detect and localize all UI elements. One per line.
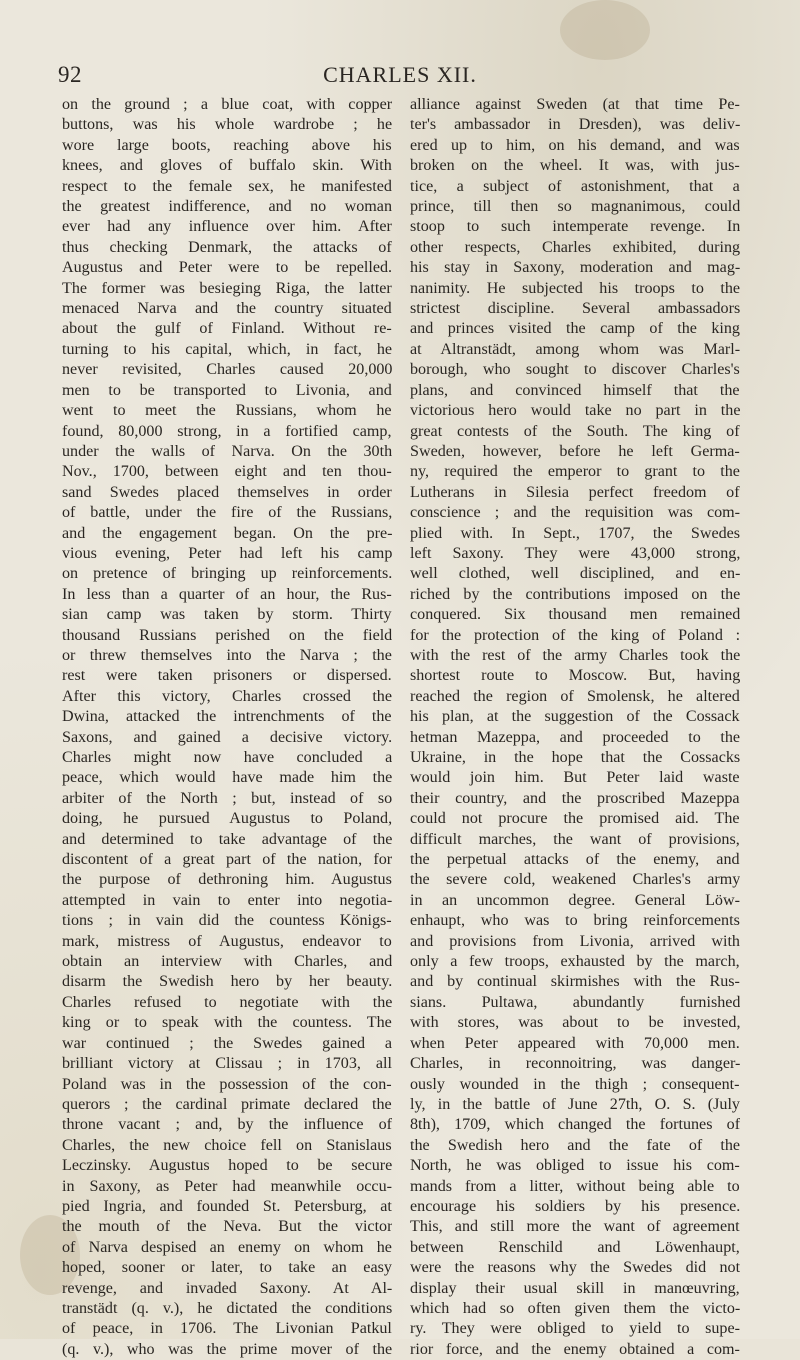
text-line: rest were taken prisoners or dispersed. (62, 667, 392, 685)
text-line: for the protection of the king of Poland : (410, 626, 740, 644)
text-line: would join him. But Peter laid waste (410, 769, 740, 787)
text-line: and by continual skirmishes with the Rus- (410, 973, 740, 991)
text-line: discontent of a great part of the nation, for (62, 851, 392, 869)
text-line: pied Ingria, and founded St. Petersburg, at (62, 1197, 392, 1215)
text-line: ered up to him, on his demand, and was (410, 136, 740, 154)
text-line: mands from a litter, without being able to (410, 1177, 740, 1195)
text-line: between Renschild and Löwenhaupt, (410, 1238, 740, 1256)
text-line: menaced Narva and the country situated (62, 300, 392, 318)
text-line: were the reasons why the Swedes did not (410, 1259, 740, 1277)
text-line: sians. Pultawa, abundantly furnished (410, 993, 740, 1011)
text-line: display their usual skill in manœuvring, (410, 1279, 740, 1297)
text-line: under the walls of Narva. On the 30th (62, 442, 392, 460)
text-line: The former was besieging Riga, the latter (62, 279, 392, 297)
text-line: the perpetual attacks of the enemy, and (410, 851, 740, 869)
text-line: obtain an interview with Charles, and (62, 953, 392, 971)
text-line: tions ; in vain did the countess Königs- (62, 912, 392, 930)
text-line: strictest discipline. Several ambassadors (410, 300, 740, 318)
text-line: Lutherans in Silesia perfect freedom of (410, 483, 740, 501)
text-line: querors ; the cardinal primate declared the (62, 1095, 392, 1113)
text-line: alliance against Sweden (at that time Pe- (410, 96, 740, 113)
text-line: thousand Russians perished on the field (62, 626, 392, 644)
text-line: could not procure the promised aid. The (410, 810, 740, 828)
text-line: his stay in Saxony, moderation and mag- (410, 259, 740, 277)
text-line: in an uncommon degree. General Löw- (410, 891, 740, 909)
text-line: reached the region of Smolensk, he altered (410, 687, 740, 705)
text-line: vious evening, Peter had left his camp (62, 544, 392, 562)
text-line: of Narva despised an enemy on whom he (62, 1238, 392, 1256)
text-line: Dwina, attacked the intrenchments of the (62, 708, 392, 726)
text-line: arbiter of the North ; but, instead of so (62, 789, 392, 807)
text-line: hoped, sooner or later, to take an easy (62, 1259, 392, 1277)
text-line: the severe cold, weakened Charles's army (410, 871, 740, 889)
text-line: broken on the wheel. It was, with jus- (410, 157, 740, 175)
text-line: found, 80,000 strong, in a fortified camp, (62, 422, 392, 440)
text-line: Saxons, and gained a decisive victory. (62, 728, 392, 746)
text-line: the mouth of the Neva. But the victor (62, 1218, 392, 1236)
text-line: with stores, was about to be invested, (410, 1014, 740, 1032)
text-line: ever had any influence over him. After (62, 218, 392, 236)
text-line: North, he was obliged to issue his com- (410, 1157, 740, 1175)
text-line: ously wounded in the thigh ; consequent- (410, 1075, 740, 1093)
text-line: wore large boots, reaching above his (62, 136, 392, 154)
text-line: never revisited, Charles caused 20,000 (62, 361, 392, 379)
text-line: of battle, under the fire of the Russians, (62, 504, 392, 522)
text-line: ly, in the battle of June 27th, O. S. (July (410, 1095, 740, 1113)
text-line: or threw themselves into the Narva ; the (62, 646, 392, 664)
text-line: plied with. In Sept., 1707, the Swedes (410, 524, 740, 542)
text-line: well clothed, well disciplined, and en- (410, 565, 740, 583)
text-line: ter's ambassador in Dresden), was deliv- (410, 116, 740, 134)
text-line: Sweden, however, before he left Germa- (410, 442, 740, 460)
text-line: their country, and the proscribed Mazeppa (410, 789, 740, 807)
text-line: his plan, at the suggestion of the Cossack (410, 708, 740, 726)
text-line: Charles, in reconnoitring, was danger- (410, 1055, 740, 1073)
text-line: mark, mistress of Augustus, endeavor to (62, 932, 392, 950)
text-line: war continued ; the Swedes gained a (62, 1034, 392, 1052)
text-line: attempted in vain to enter into negotia- (62, 891, 392, 909)
text-line: knees, and gloves of buffalo skin. With (62, 157, 392, 175)
text-line: enhaupt, who was to bring reinforcements (410, 912, 740, 930)
text-line: with the rest of the army Charles took the (410, 646, 740, 664)
text-line: brilliant victory at Clissau ; in 1703, all (62, 1055, 392, 1073)
text-line: doing, he pursued Augustus to Poland, (62, 810, 392, 828)
text-line: riched by the contributions imposed on the (410, 585, 740, 603)
text-line: great contests of the South. The king of (410, 422, 740, 440)
text-line: conscience ; and the requisition was com- (410, 504, 740, 522)
text-line: throne vacant ; and, by the influence of (62, 1116, 392, 1134)
text-line: men to be transported to Livonia, and (62, 381, 392, 399)
text-line: Augustus and Peter were to be repelled. (62, 259, 392, 277)
text-line: the Swedish hero and the fate of the (410, 1136, 740, 1154)
text-line: thus checking Denmark, the attacks of (62, 238, 392, 256)
text-line: at Altranstädt, among whom was Marl- (410, 340, 740, 358)
page-stain (560, 0, 650, 60)
text-line: which had so often given them the victo- (410, 1299, 740, 1317)
text-line: encourage his soldiers by his presence. (410, 1197, 740, 1215)
text-line: tice, a subject of astonishment, that a (410, 177, 740, 195)
text-line: on pretence of bringing up reinforcements. (62, 565, 392, 583)
text-line: conquered. Six thousand men remained (410, 606, 740, 624)
text-line: stoop to such intemperate revenge. In (410, 218, 740, 236)
text-line: peace, which would have made him the (62, 769, 392, 787)
text-line: king or to speak with the countess. The (62, 1014, 392, 1032)
text-line: and determined to take advantage of the (62, 830, 392, 848)
text-line: rior force, and the enemy obtained a com- (410, 1340, 740, 1358)
text-line: 8th), 1709, which changed the fortunes of (410, 1116, 740, 1134)
text-line: Charles, the new choice fell on Stanislaus (62, 1136, 392, 1154)
text-line: plans, and convinced himself that the (410, 381, 740, 399)
text-line: on the ground ; a blue coat, with copper (62, 96, 392, 113)
text-line: buttons, was his whole wardrobe ; he (62, 116, 392, 134)
text-line: went to meet the Russians, whom he (62, 402, 392, 420)
text-line: ry. They were obliged to yield to supe- (410, 1320, 740, 1338)
left-text-column (62, 95, 392, 1360)
text-line: (q. v.), who was the prime mover of the (62, 1340, 392, 1358)
text-line: the greatest indifference, and no woman (62, 198, 392, 216)
text-line: ny, required the emperor to grant to the (410, 463, 740, 481)
text-line: This, and still more the want of agreement (410, 1218, 740, 1236)
text-line: Leczinsky. Augustus hoped to be secure (62, 1157, 392, 1175)
text-line: Poland was in the possession of the con- (62, 1075, 392, 1093)
text-line: turning to his capital, which, in fact, he (62, 340, 392, 358)
text-line: nanimity. He subjected his troops to the (410, 279, 740, 297)
text-line: transtädt (q. v.), he dictated the conditions (62, 1299, 392, 1317)
text-line: Ukraine, in the hope that the Cossacks (410, 749, 740, 766)
text-line: borough, who sought to discover Charles's (410, 361, 740, 379)
text-line: After this victory, Charles crossed the (62, 687, 392, 705)
page-number: 92 (58, 62, 82, 87)
text-line: Nov., 1700, between eight and ten thou- (62, 463, 392, 481)
text-line: revenge, and invaded Saxony. At Al- (62, 1279, 392, 1297)
text-line: left Saxony. They were 43,000 strong, (410, 544, 740, 562)
text-line: shortest route to Moscow. But, having (410, 667, 740, 685)
text-line: the purpose of dethroning him. Augustus (62, 871, 392, 889)
text-line: disarm the Swedish hero by her beauty. (62, 973, 392, 991)
text-line: other respects, Charles exhibited, during (410, 238, 740, 256)
right-text-column (410, 95, 740, 1360)
text-line: of peace, in 1706. The Livonian Patkul (62, 1320, 392, 1338)
text-line: sand Swedes placed themselves in order (62, 483, 392, 501)
text-line: about the gulf of Finland. Without re- (62, 320, 392, 338)
text-line: only a few troops, exhausted by the march, (410, 953, 740, 971)
text-line: difficult marches, the want of provisions, (410, 830, 740, 848)
page-header (0, 62, 800, 92)
text-line: and the engagement began. On the pre- (62, 524, 392, 542)
text-line: in Saxony, as Peter had meanwhile occu- (62, 1177, 392, 1195)
text-line: hetman Mazeppa, and proceeded to the (410, 728, 740, 746)
text-line: when Peter appeared with 70,000 men. (410, 1034, 740, 1052)
text-line: sian camp was taken by storm. Thirty (62, 606, 392, 624)
text-line: and provisions from Livonia, arrived with (410, 932, 740, 950)
text-line: Charles refused to negotiate with the (62, 993, 392, 1011)
text-line: and princes visited the camp of the king (410, 320, 740, 338)
text-line: In less than a quarter of an hour, the Rus- (62, 585, 392, 603)
text-line: respect to the female sex, he manifested (62, 177, 392, 195)
text-line: victorious hero would take no part in the (410, 402, 740, 420)
running-title: CHARLES XII. (323, 62, 477, 87)
text-line: prince, till then so magnanimous, could (410, 198, 740, 216)
text-line: Charles might now have concluded a (62, 749, 392, 766)
